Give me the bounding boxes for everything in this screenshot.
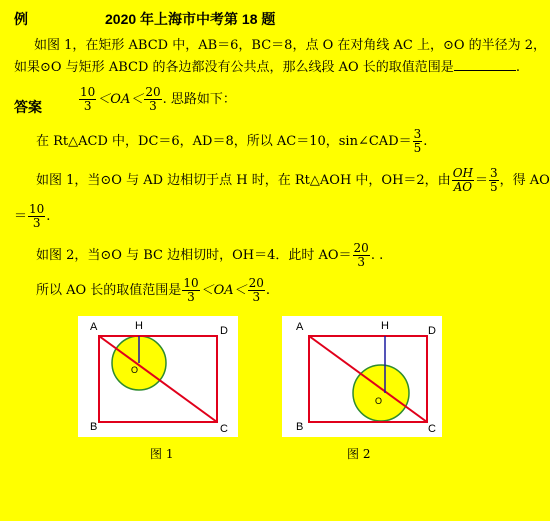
ao-max-fraction: $\frac{20}{3}$ bbox=[353, 241, 369, 269]
label-a-fig1: A bbox=[90, 321, 98, 333]
range-fraction-lower: $\frac{10}{3}$ bbox=[183, 276, 199, 304]
label-b-fig1: B bbox=[90, 421, 98, 433]
label-c-fig2: C bbox=[428, 423, 436, 435]
sin-fraction: $\frac{3}{5}$ bbox=[413, 127, 422, 155]
label-c-fig1: C bbox=[220, 423, 228, 435]
range-fraction-upper: $\frac{20}{3}$ bbox=[248, 276, 264, 304]
label-h-fig1: H bbox=[135, 320, 143, 332]
figure-1 bbox=[78, 316, 238, 437]
problem-line-2-text: 如果⊙O 与矩形 ABCD 的各边都没有公共点，那么线段 AO 长的取值范围是 bbox=[14, 60, 454, 75]
figure-2-diagram bbox=[282, 316, 442, 437]
figure-1-diagram bbox=[78, 316, 238, 437]
ao-min-fraction: $\frac{10}{3}$ bbox=[29, 202, 45, 230]
figure-1-caption: 图 1 bbox=[150, 447, 174, 461]
label-o-fig1: O bbox=[131, 365, 139, 375]
solution-step-2-text: 如图 1，当⊙O 与 AD 边相切于点 H 时，在 Rt△AOH 中，OH＝2，由 bbox=[36, 173, 451, 188]
solution-step-2: 如图 1，当⊙O 与 AD 边相切于点 H 时，在 Rt△AOH 中，OH＝2，由 $\frac{OH}{AO}$ ＝ $\frac{3}{5}$ ，得 AO bbox=[36, 166, 550, 194]
answer-tail: . 思路如下： bbox=[162, 92, 236, 107]
solution-step-3-text: 如图 2，当⊙O 与 BC 边相切时，OH＝4．此时 AO＝ bbox=[36, 248, 352, 263]
label-h-fig2: H bbox=[381, 320, 389, 332]
figure-2 bbox=[282, 316, 442, 437]
problem-line-2-end: . bbox=[515, 60, 520, 75]
label-a-fig2: A bbox=[296, 321, 304, 333]
answer-label: 答案 bbox=[14, 100, 42, 116]
problem-line-2 bbox=[14, 56, 520, 75]
answer-fraction-lower: $\frac{10}{3}$ bbox=[80, 85, 96, 113]
ratio-fraction: $\frac{3}{5}$ bbox=[490, 166, 498, 194]
label-o-fig2: O bbox=[375, 396, 383, 406]
answer-blank bbox=[454, 58, 516, 71]
solution-step-1: 在 Rt△ACD 中，DC＝6，AD＝8，所以 AC＝10，sin∠CAD＝ $\frac{3}{5}$ . bbox=[36, 127, 428, 155]
solution-step-3: 如图 2，当⊙O 与 BC 边相切时，OH＝4．此时 AO＝ $\frac{20}{3}$ . . bbox=[36, 241, 384, 269]
problem-line-1: 如图 1，在矩形 ABCD 中，AB＝6，BC＝8，点 O 在对角线 AC 上，⊙O 的半径为 2， bbox=[34, 38, 547, 53]
problem-title: 2020 年上海市中考第 18 题 bbox=[105, 11, 276, 27]
solution-step-4-text: 所以 AO 长的取值范围是 bbox=[36, 283, 182, 298]
label-b-fig2: B bbox=[296, 421, 304, 433]
answer-fraction-upper: $\frac{20}{3}$ bbox=[145, 85, 161, 113]
solution-step-1-text: 在 Rt△ACD 中，DC＝6，AD＝8，所以 AC＝10，sin∠CAD＝ bbox=[36, 134, 412, 149]
solution-step-4: 所以 AO 长的取值范围是 $\frac{10}{3}$ ＜OA＜ $\frac{20}{3}$ . bbox=[36, 276, 271, 304]
solution-step-2-result: ＝ $\frac{10}{3}$ . bbox=[14, 202, 51, 230]
figure-2-caption: 图 2 bbox=[347, 447, 371, 461]
label-d-fig1: D bbox=[220, 325, 228, 337]
oh-ao-fraction: $\frac{OH}{AO}$ bbox=[452, 166, 473, 194]
answer-expression bbox=[78, 86, 236, 113]
label-d-fig2: D bbox=[428, 325, 436, 337]
answer-mid: ＜OA＜ bbox=[97, 92, 144, 107]
example-label: 例 bbox=[14, 12, 28, 28]
